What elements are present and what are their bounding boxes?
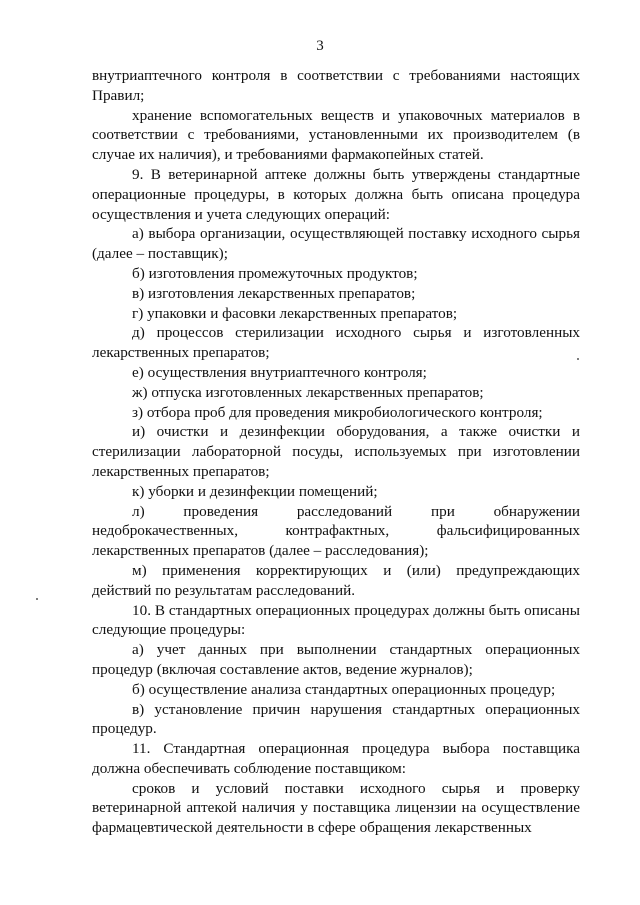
paragraph-2: 9. В ветеринарной аптеке должны быть утверждены стандартные операционные процедуры, в которых должна быть описана процедура осуществления и учета следующих операций: <box>92 165 580 223</box>
paragraph-12: к) уборки и дезинфекции помещений; <box>132 482 378 500</box>
paragraph-5: в) изготовления лекарственных препаратов; <box>132 284 416 302</box>
paragraph-8: е) осуществления внутриаптечного контроля; <box>132 363 427 381</box>
paragraph-15: 10. В стандартных операционных процедурах должны быть описаны следующие процедуры: <box>92 601 580 639</box>
scan-speck <box>577 358 579 360</box>
paragraph-1: хранение вспомогательных веществ и упаковочных материалов в соответствии с требованиями, установленными их производителем (в случае их наличия), и требованиями фармакопейных статей. <box>92 106 580 164</box>
paragraph-16: а) учет данных при выполнении стандартных операционных процедур (включая составление актов, ведение журналов); <box>92 641 580 678</box>
paragraph-11: и) очистки и дезинфекции оборудования, а также очистки и стерилизации лабораторной посуды, используемых при изготовлении лекарственных препаратов; <box>92 423 580 480</box>
paragraph-9: ж) отпуска изготовленных лекарственных препаратов; <box>132 383 484 401</box>
paragraph-20: сроков и условий поставки исходного сырья и проверку ветеринарной аптекой наличия у поставщика лицензии на осуществление фармацевтической деятельности в сфере обращения лекарственных <box>92 779 580 837</box>
scan-speck <box>36 598 38 600</box>
paragraph-13: л) проведения расследований при обнаружении недоброкачественных, контрафактных, фальсифицированных лекарственных препаратов (далее – расследования); <box>92 502 580 560</box>
paragraph-18: в) установление причин нарушения стандартных операционных процедур. <box>92 700 580 738</box>
paragraph-10: з) отбора проб для проведения микробиологического контроля; <box>132 403 543 421</box>
document-body <box>92 66 580 838</box>
paragraph-17: б) осуществление анализа стандартных операционных процедур; <box>132 680 556 698</box>
paragraph-0: внутриаптечного контроля в соответствии с требованиями настоящих Правил; <box>92 67 580 104</box>
paragraph-3: а) выбора организации, осуществляющей поставку исходного сырья (далее – поставщик); <box>92 225 580 263</box>
page-number: 3 <box>316 38 324 54</box>
paragraph-19: 11. Стандартная операционная процедура выбора поставщика должна обеспечивать соблюдение поставщиком: <box>92 740 580 777</box>
paragraph-6: г) упаковки и фасовки лекарственных препаратов; <box>132 304 458 322</box>
paragraph-4: б) изготовления промежуточных продуктов; <box>132 264 418 282</box>
paragraph-7: д) процессов стерилизации исходного сырья и изготовленных лекарственных препаратов; <box>92 324 580 362</box>
paragraph-14: м) применения корректирующих и (или) предупреждающих действий по результатам расследований. <box>92 561 580 599</box>
